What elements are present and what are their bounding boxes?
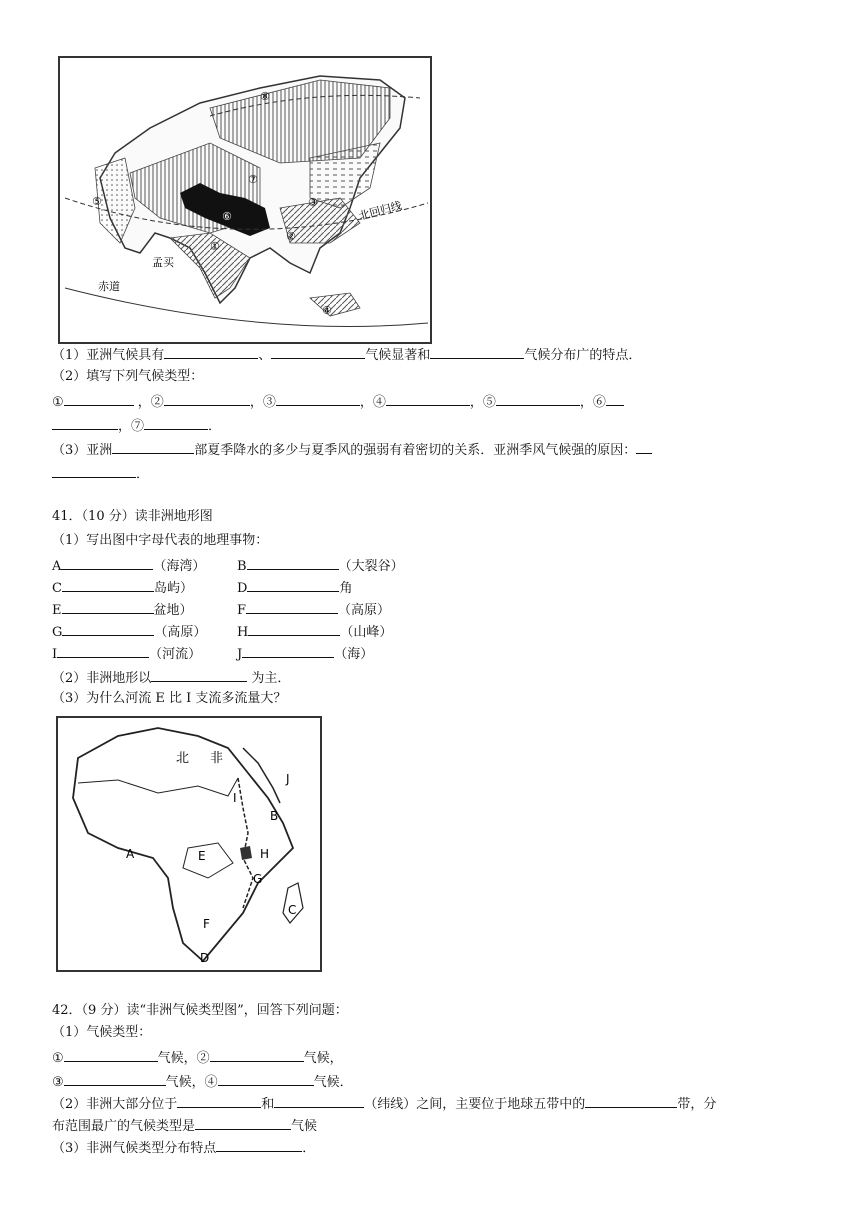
- item-letter: H: [237, 625, 249, 640]
- label-J: J: [286, 772, 290, 786]
- item-letter: E: [52, 603, 62, 618]
- asia-map-svg: [60, 58, 430, 342]
- africa-terrain-map: [56, 716, 322, 972]
- blank[interactable]: [242, 644, 334, 658]
- lake-victoria: [240, 846, 252, 860]
- blank[interactable]: [276, 392, 360, 406]
- map-label-1: ①: [210, 240, 220, 253]
- q40-line-4: ，⑦ ．: [52, 416, 221, 436]
- item-letter: C: [52, 581, 62, 596]
- q41-item-F: [237, 600, 390, 620]
- label-E: E: [198, 849, 206, 863]
- blank[interactable]: [585, 1094, 677, 1108]
- blank[interactable]: [246, 600, 338, 614]
- q42-p3: （3）非洲气候类型分布特点 ．: [52, 1138, 315, 1158]
- map-label-8: ⑧: [260, 90, 270, 103]
- q40-line-5: （3）亚洲 部夏季降水的多少与夏季风的强弱有着密切的关系．亚洲季风气候强的原因：: [52, 440, 652, 460]
- item-letter: I: [52, 647, 58, 662]
- q42-r1: ① 气候，② 气候，: [52, 1048, 343, 1068]
- q42-r2: ③ 气候，④ 气候．: [52, 1072, 353, 1092]
- q40-line-6: ．: [52, 464, 149, 484]
- item-letter: A: [52, 559, 62, 574]
- q41-item-G: [52, 622, 206, 642]
- blank[interactable]: [274, 1094, 364, 1108]
- map-label-mumbai: 孟买: [152, 256, 174, 269]
- q41-p1: （1）写出图中字母代表的地理事物：: [52, 533, 269, 548]
- item-letter: D: [237, 581, 248, 596]
- blank[interactable]: [57, 644, 149, 658]
- blank[interactable]: [430, 345, 524, 359]
- label-F: F: [203, 917, 210, 931]
- blank[interactable]: [218, 1072, 314, 1086]
- blank[interactable]: [61, 556, 153, 570]
- q41-p3: （3）为什么河流 E 比 I 支流多流量大？: [52, 691, 287, 706]
- blank[interactable]: [62, 622, 154, 636]
- map-label-3: ③: [308, 196, 318, 209]
- q42-title: 42．（9 分）读“非洲气候类型图”，回答下列问题：: [52, 1003, 348, 1018]
- label-north: 北: [176, 751, 190, 766]
- item-letter: F: [237, 603, 247, 618]
- zone-islands-diag: [310, 293, 360, 316]
- africa-map-svg: [58, 718, 320, 970]
- label-B: B: [270, 809, 279, 823]
- blank[interactable]: [62, 600, 154, 614]
- blank[interactable]: [144, 416, 208, 430]
- q41-item-A: [52, 556, 205, 576]
- q41-item-J: [237, 644, 373, 664]
- blank[interactable]: [177, 1094, 261, 1108]
- blank[interactable]: [52, 416, 118, 430]
- q41-p2: （2）非洲地形以 为主．: [52, 668, 290, 688]
- blank[interactable]: [64, 1072, 166, 1086]
- blank[interactable]: [64, 1048, 158, 1062]
- blank[interactable]: [151, 668, 247, 682]
- label-C: C: [288, 903, 297, 917]
- blank[interactable]: [112, 440, 194, 454]
- map-label-4: ④: [322, 304, 332, 317]
- blank[interactable]: [164, 392, 250, 406]
- q41-item-E: [52, 600, 193, 620]
- item-kind: 角: [339, 581, 353, 596]
- label-africa: 非: [210, 751, 224, 766]
- label-H: H: [260, 847, 270, 861]
- item-kind: （海湾）: [153, 559, 206, 574]
- q40-line-1: （1）亚洲气候具有 、 气候显著和 气候分布广的特点．: [52, 345, 641, 365]
- item-kind: 岛屿）: [153, 581, 193, 596]
- asia-climate-map: [58, 56, 432, 344]
- label-A: A: [126, 847, 135, 861]
- q41-item-I: [52, 644, 201, 664]
- item-kind: （河流）: [149, 647, 202, 662]
- item-kind: 盆地）: [153, 603, 193, 618]
- q42-p2: （2）非洲大部分位于 和 （纬线）之间，主要位于地球五带中的 带，分: [52, 1094, 716, 1114]
- q41-item-H: [237, 622, 392, 642]
- blank[interactable]: [386, 392, 470, 406]
- q42-p1: （1）气候类型：: [52, 1025, 152, 1040]
- blank[interactable]: [62, 578, 154, 592]
- blank[interactable]: [271, 345, 365, 359]
- blank[interactable]: [606, 392, 624, 406]
- label-G: G: [253, 872, 263, 886]
- map-label-tropic: 北回归线: [357, 198, 404, 223]
- map-label-6: ⑥: [222, 210, 232, 223]
- item-letter: B: [237, 559, 247, 574]
- item-kind: （大裂谷）: [338, 559, 404, 574]
- blank[interactable]: [64, 392, 134, 406]
- q42-p2b: 布范围最广的气候类型是 气候: [52, 1116, 317, 1136]
- blank[interactable]: [248, 622, 340, 636]
- item-letter: G: [52, 625, 63, 640]
- item-kind: （高原）: [154, 625, 207, 640]
- item-letter: J: [237, 647, 243, 662]
- map-label-7: ⑦: [248, 173, 258, 186]
- q40-line-2: （2）填写下列气候类型：: [52, 369, 204, 384]
- map-label-equator: 赤道: [98, 280, 120, 293]
- item-kind: （高原）: [338, 603, 391, 618]
- blank[interactable]: [195, 1116, 291, 1130]
- label-D: D: [200, 951, 210, 965]
- q41-title: 41．（10 分）读非洲地形图: [52, 509, 213, 524]
- blank[interactable]: [52, 464, 136, 478]
- blank[interactable]: [210, 1048, 304, 1062]
- blank[interactable]: [164, 345, 258, 359]
- label-I: I: [233, 791, 237, 805]
- blank[interactable]: [247, 556, 339, 570]
- blank[interactable]: [636, 440, 652, 454]
- map-label-5: ⑤: [92, 195, 102, 208]
- map-label-2: ②: [286, 230, 296, 243]
- q41-item-B: [237, 556, 404, 576]
- item-kind: （山峰）: [340, 625, 393, 640]
- q41-item-C: [52, 578, 193, 598]
- item-kind: （海）: [334, 647, 374, 662]
- blank[interactable]: [247, 578, 339, 592]
- blank[interactable]: [496, 392, 580, 406]
- q41-item-D: [237, 578, 352, 598]
- blank[interactable]: [216, 1138, 302, 1152]
- q40-line-3: ① ，② ，③ ，④ ，⑤ ，⑥: [52, 392, 624, 412]
- equator-line: [65, 288, 428, 326]
